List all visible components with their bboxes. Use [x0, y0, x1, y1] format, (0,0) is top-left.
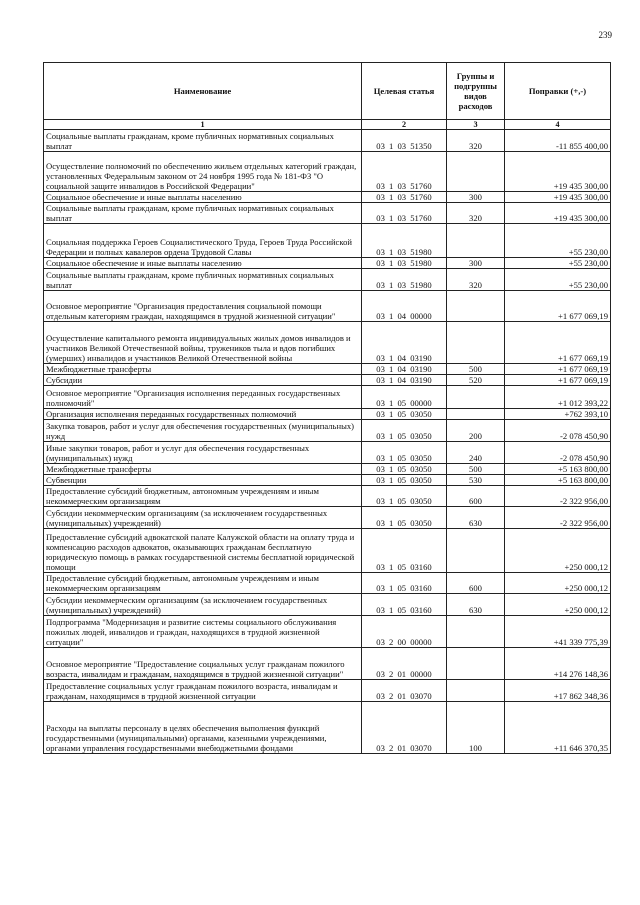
row-name: Предоставление социальных услуг гражданам пожилого возраста, инвалидам и гражданам, находящимся в трудной жизненной ситуации [44, 680, 362, 702]
header-amendments: Поправки (+,-) [505, 63, 611, 120]
row-name: Социальные выплаты гражданам, кроме публичных нормативных социальных выплат [44, 269, 362, 291]
row-amount: +5 163 800,00 [505, 464, 611, 475]
row-name: Основное мероприятие "Организация предоставления социальной помощи отдельным категориям граждан, находящимся в трудной жизненной ситуации" [44, 291, 362, 322]
table-row [44, 386, 611, 409]
table-row [44, 616, 611, 648]
row-amount: +17 862 348,36 [505, 680, 611, 702]
table-row [44, 269, 611, 291]
row-group-code: 500 [447, 364, 505, 375]
row-target-code: 03 1 04 03190 [362, 375, 447, 386]
row-group-code [447, 409, 505, 420]
row-group-code: 240 [447, 442, 505, 464]
row-target-code: 03 1 05 03160 [362, 573, 447, 594]
page-number: 239 [598, 30, 612, 40]
header-target: Целевая статья [362, 63, 447, 120]
row-target-code: 03 1 03 51760 [362, 192, 447, 203]
row-target-code: 03 1 03 51350 [362, 130, 447, 152]
row-name: Организация исполнения переданных государственных полномочий [44, 409, 362, 420]
row-target-code: 03 1 05 03160 [362, 529, 447, 573]
row-name: Социальные выплаты гражданам, кроме публичных нормативных социальных выплат [44, 130, 362, 152]
row-group-code [447, 648, 505, 680]
row-name: Субсидии некоммерческим организациям (за исключением государственных (муниципальных) учреждений) [44, 594, 362, 616]
row-group-code [447, 322, 505, 364]
table-row [44, 258, 611, 269]
row-group-code [447, 152, 505, 192]
table-row [44, 475, 611, 486]
header-groups: Группы и подгруппы видов расходов [447, 63, 505, 120]
row-name: Предоставление субсидий адвокатской палате Калужской области на оплату труда и компенсацию расходов адвокатов, оказывающих гражданам бесплатную юридическую помощь в рамках государственной системы бесплатной юридической помощи [44, 529, 362, 573]
row-name: Субвенции [44, 475, 362, 486]
table-row [44, 594, 611, 616]
row-amount: +1 677 069,19 [505, 322, 611, 364]
row-amount: +250 000,12 [505, 594, 611, 616]
row-amount: +19 435 300,00 [505, 192, 611, 203]
row-group-code: 320 [447, 203, 505, 224]
table-row [44, 152, 611, 192]
row-group-code: 520 [447, 375, 505, 386]
row-target-code: 03 1 05 03050 [362, 507, 447, 529]
row-amount: +1 677 069,19 [505, 364, 611, 375]
row-name: Осуществление полномочий по обеспечению жильем отдельных категорий граждан, установленных Федеральным законом от 24 ноября 1995 года № 181-ФЗ "О социальной защите инвалидов в Российской Федерации" [44, 152, 362, 192]
row-group-code: 630 [447, 507, 505, 529]
row-amount: +55 230,00 [505, 269, 611, 291]
row-name: Расходы на выплаты персоналу в целях обеспечения выполнения функций государственными (муниципальными) органами, казенными учреждениями, органами управления государственными внебюджетными фондами [44, 702, 362, 754]
row-group-code: 500 [447, 464, 505, 475]
row-name: Основное мероприятие "Организация исполнения переданных государственных полномочий" [44, 386, 362, 409]
column-number: 2 [362, 120, 447, 130]
column-number: 4 [505, 120, 611, 130]
row-target-code: 03 1 05 03160 [362, 594, 447, 616]
table-row [44, 442, 611, 464]
table-row [44, 364, 611, 375]
row-target-code: 03 1 03 51980 [362, 258, 447, 269]
row-group-code: 600 [447, 573, 505, 594]
row-target-code: 03 1 05 03050 [362, 420, 447, 442]
header-name: Наименование [44, 63, 362, 120]
row-name: Субсидии [44, 375, 362, 386]
row-target-code: 03 1 03 51980 [362, 224, 447, 258]
table-row [44, 409, 611, 420]
table-row [44, 322, 611, 364]
row-amount: -2 078 450,90 [505, 420, 611, 442]
row-group-code [447, 224, 505, 258]
table-row [44, 573, 611, 594]
row-group-code: 300 [447, 258, 505, 269]
row-target-code: 03 2 01 00000 [362, 648, 447, 680]
column-number-row [44, 120, 611, 130]
table-body [44, 130, 611, 754]
row-name: Иные закупки товаров, работ и услуг для обеспечения государственных (муниципальных) нужд [44, 442, 362, 464]
row-name: Социальное обеспечение и иные выплаты населению [44, 258, 362, 269]
row-group-code: 300 [447, 192, 505, 203]
row-target-code: 03 2 00 00000 [362, 616, 447, 648]
row-name: Осуществление капитального ремонта индивидуальных жилых домов инвалидов и участников Великой Отечественной войны, тружеников тыла и вдов погибших (умерших) инвалидов и участников Великой Отечественной войны [44, 322, 362, 364]
row-target-code: 03 2 01 03070 [362, 702, 447, 754]
row-target-code: 03 1 04 03190 [362, 364, 447, 375]
budget-amendments-table [43, 62, 611, 754]
row-amount: +19 435 300,00 [505, 152, 611, 192]
row-amount: -2 322 956,00 [505, 507, 611, 529]
table-row [44, 702, 611, 754]
row-target-code: 03 1 05 03050 [362, 475, 447, 486]
table-row [44, 203, 611, 224]
row-name: Подпрограмма "Модернизация и развитие системы социального обслуживания пожилых людей, инвалидов и граждан, находящихся в трудной жизненной ситуации" [44, 616, 362, 648]
row-name: Межбюджетные трансферты [44, 364, 362, 375]
row-name: Основное мероприятие "Предоставление социальных услуг гражданам пожилого возраста, инвалидам и гражданам, находящимся в трудной жизненной ситуации" [44, 648, 362, 680]
row-amount: +55 230,00 [505, 224, 611, 258]
row-amount: +250 000,12 [505, 573, 611, 594]
row-amount: +1 677 069,19 [505, 375, 611, 386]
column-number: 3 [447, 120, 505, 130]
table-row [44, 192, 611, 203]
row-group-code: 530 [447, 475, 505, 486]
table-row [44, 529, 611, 573]
row-name: Социальные выплаты гражданам, кроме публичных нормативных социальных выплат [44, 203, 362, 224]
row-target-code: 03 1 05 03050 [362, 442, 447, 464]
row-name: Предоставление субсидий бюджетным, автономным учреждениям и иным некоммерческим организациям [44, 573, 362, 594]
row-amount: -2 322 956,00 [505, 486, 611, 507]
row-amount: +1 677 069,19 [505, 291, 611, 322]
row-target-code: 03 1 03 51760 [362, 152, 447, 192]
row-group-code: 600 [447, 486, 505, 507]
row-amount: +19 435 300,00 [505, 203, 611, 224]
row-target-code: 03 1 03 51760 [362, 203, 447, 224]
row-name: Межбюджетные трансферты [44, 464, 362, 475]
row-name: Субсидии некоммерческим организациям (за исключением государственных (муниципальных) учреждений) [44, 507, 362, 529]
row-amount: +5 163 800,00 [505, 475, 611, 486]
row-target-code: 03 1 05 03050 [362, 409, 447, 420]
row-amount: +762 393,10 [505, 409, 611, 420]
row-group-code [447, 291, 505, 322]
table-row [44, 130, 611, 152]
table-row [44, 680, 611, 702]
table-row [44, 464, 611, 475]
row-group-code: 630 [447, 594, 505, 616]
row-target-code: 03 1 04 00000 [362, 291, 447, 322]
row-amount: -2 078 450,90 [505, 442, 611, 464]
row-name: Предоставление субсидий бюджетным, автономным учреждениям и иным некоммерческим организациям [44, 486, 362, 507]
row-name: Социальное обеспечение и иные выплаты населению [44, 192, 362, 203]
row-group-code [447, 616, 505, 648]
row-group-code [447, 529, 505, 573]
row-group-code: 320 [447, 130, 505, 152]
row-group-code [447, 680, 505, 702]
table-row [44, 486, 611, 507]
table-row [44, 420, 611, 442]
row-group-code: 200 [447, 420, 505, 442]
row-group-code: 100 [447, 702, 505, 754]
row-target-code: 03 1 05 00000 [362, 386, 447, 409]
header-row [44, 63, 611, 120]
table-row [44, 224, 611, 258]
row-name: Социальная поддержка Героев Социалистического Труда, Героев Труда Российской Федерации и полных кавалеров ордена Трудовой Славы [44, 224, 362, 258]
row-amount: +55 230,00 [505, 258, 611, 269]
row-target-code: 03 1 05 03050 [362, 486, 447, 507]
table-row [44, 648, 611, 680]
row-amount: +14 276 148,36 [505, 648, 611, 680]
row-name: Закупка товаров, работ и услуг для обеспечения государственных (муниципальных) нужд [44, 420, 362, 442]
row-amount: +1 012 393,22 [505, 386, 611, 409]
row-group-code: 320 [447, 269, 505, 291]
table-row [44, 291, 611, 322]
row-amount: +11 646 370,35 [505, 702, 611, 754]
row-target-code: 03 1 05 03050 [362, 464, 447, 475]
row-group-code [447, 386, 505, 409]
column-number: 1 [44, 120, 362, 130]
row-amount: -11 855 400,00 [505, 130, 611, 152]
row-target-code: 03 2 01 03070 [362, 680, 447, 702]
row-target-code: 03 1 04 03190 [362, 322, 447, 364]
row-amount: +41 339 775,39 [505, 616, 611, 648]
table-row [44, 507, 611, 529]
row-target-code: 03 1 03 51980 [362, 269, 447, 291]
table-row [44, 375, 611, 386]
row-amount: +250 000,12 [505, 529, 611, 573]
